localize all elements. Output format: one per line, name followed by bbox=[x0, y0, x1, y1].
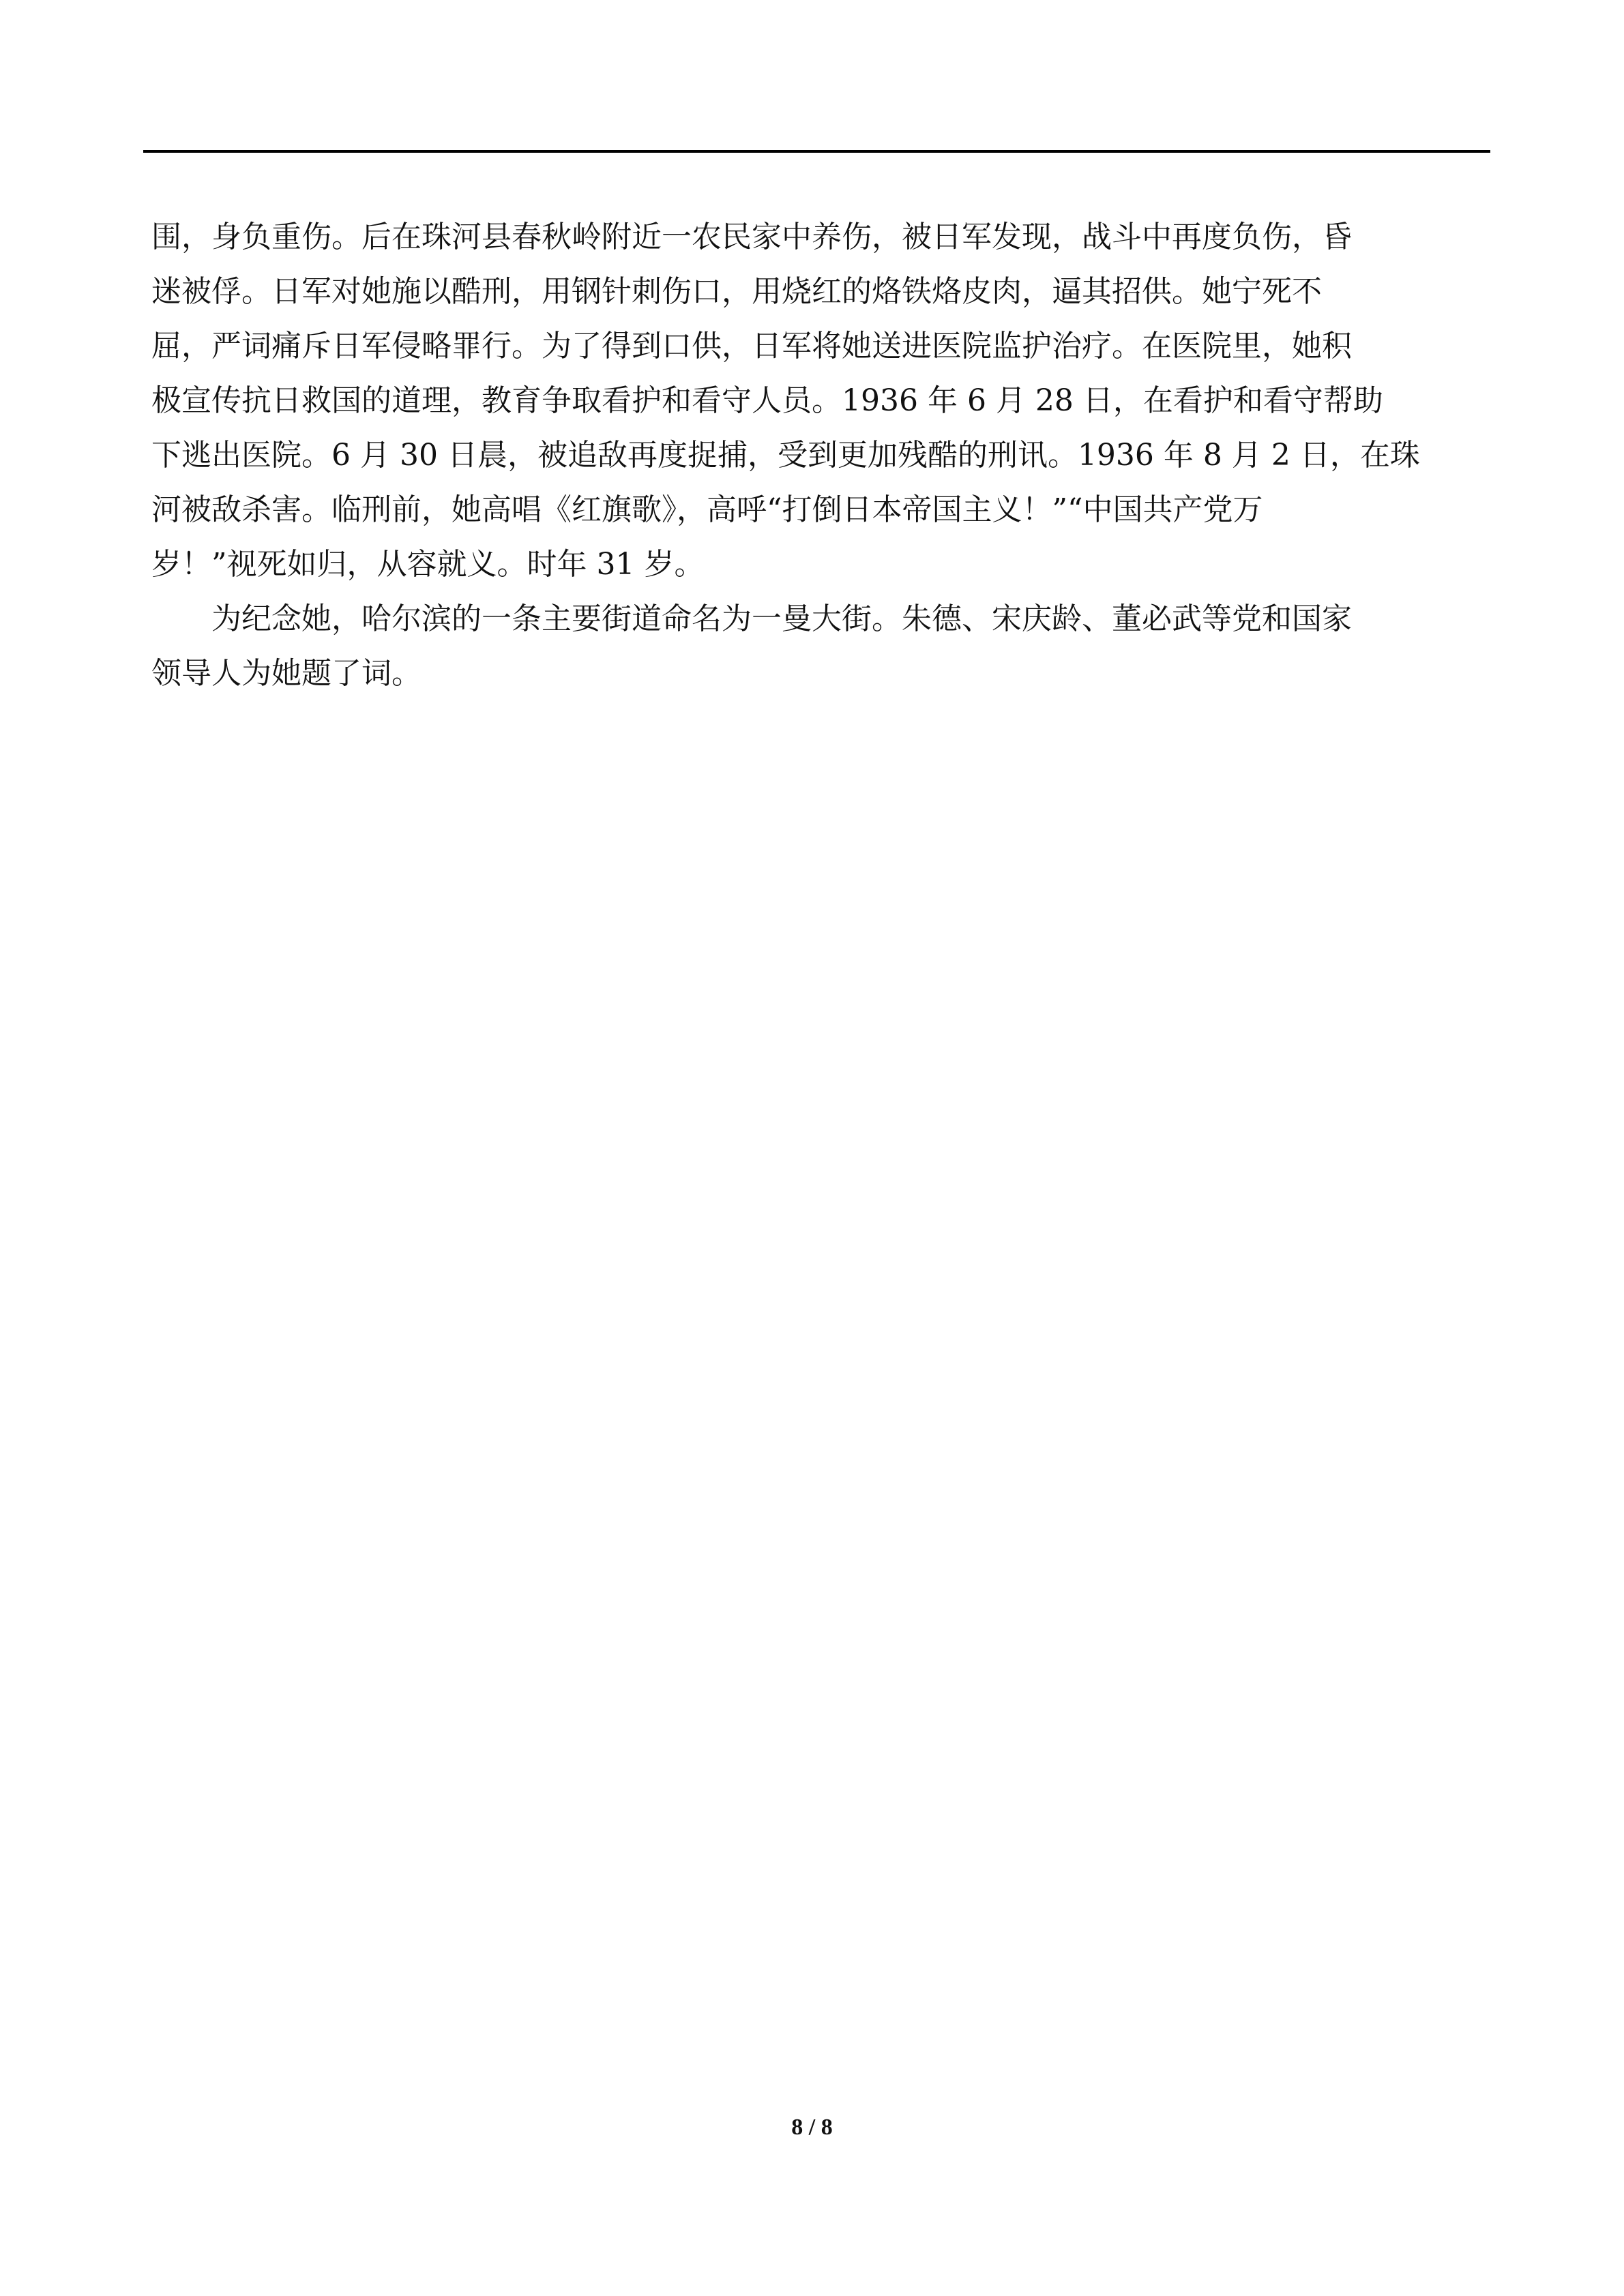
text-line: 领导人为她题了词。 bbox=[151, 656, 422, 691]
text-line: 屈，严词痛斥日军侵略罪行。为了得到口供，日军将她送进医院监护治疗。在医院里，她积 bbox=[151, 329, 1352, 363]
document-body bbox=[151, 210, 1488, 701]
text-line: 岁！”视死如归，从容就义。时年 31 岁。 bbox=[151, 547, 705, 582]
page-number: 8 / 8 bbox=[791, 2115, 833, 2140]
paragraph bbox=[151, 210, 1488, 592]
text-line: 河被敌杀害。临刑前，她高唱《红旗歌》，高呼“打倒日本帝国主义！”“中国共产党万 bbox=[151, 492, 1263, 527]
text-line: 下逃出医院。6 月 30 日晨，被追敌再度捉捕，受到更加残酷的刑讯。1936 年 8 月 2 日，在珠 bbox=[151, 438, 1420, 473]
text-line: 为纪念她，哈尔滨的一条主要街道命名为一曼大街。朱德、宋庆龄、董必武等党和国家 bbox=[211, 601, 1352, 636]
text-line: 迷被俘。日军对她施以酷刑，用钢针刺伤口，用烧红的烙铁烙皮肉，逼其招供。她宁死不 bbox=[151, 274, 1322, 309]
paragraph bbox=[151, 592, 1488, 701]
text-line: 极宣传抗日救国的道理，教育争取看护和看守人员。1936 年 6 月 28 日，在看护和看守帮助 bbox=[151, 383, 1383, 418]
text-line: 围，身负重伤。后在珠河县春秋岭附近一农民家中养伤，被日军发现，战斗中再度负伤，昏 bbox=[151, 220, 1352, 254]
header-rule bbox=[143, 150, 1490, 153]
